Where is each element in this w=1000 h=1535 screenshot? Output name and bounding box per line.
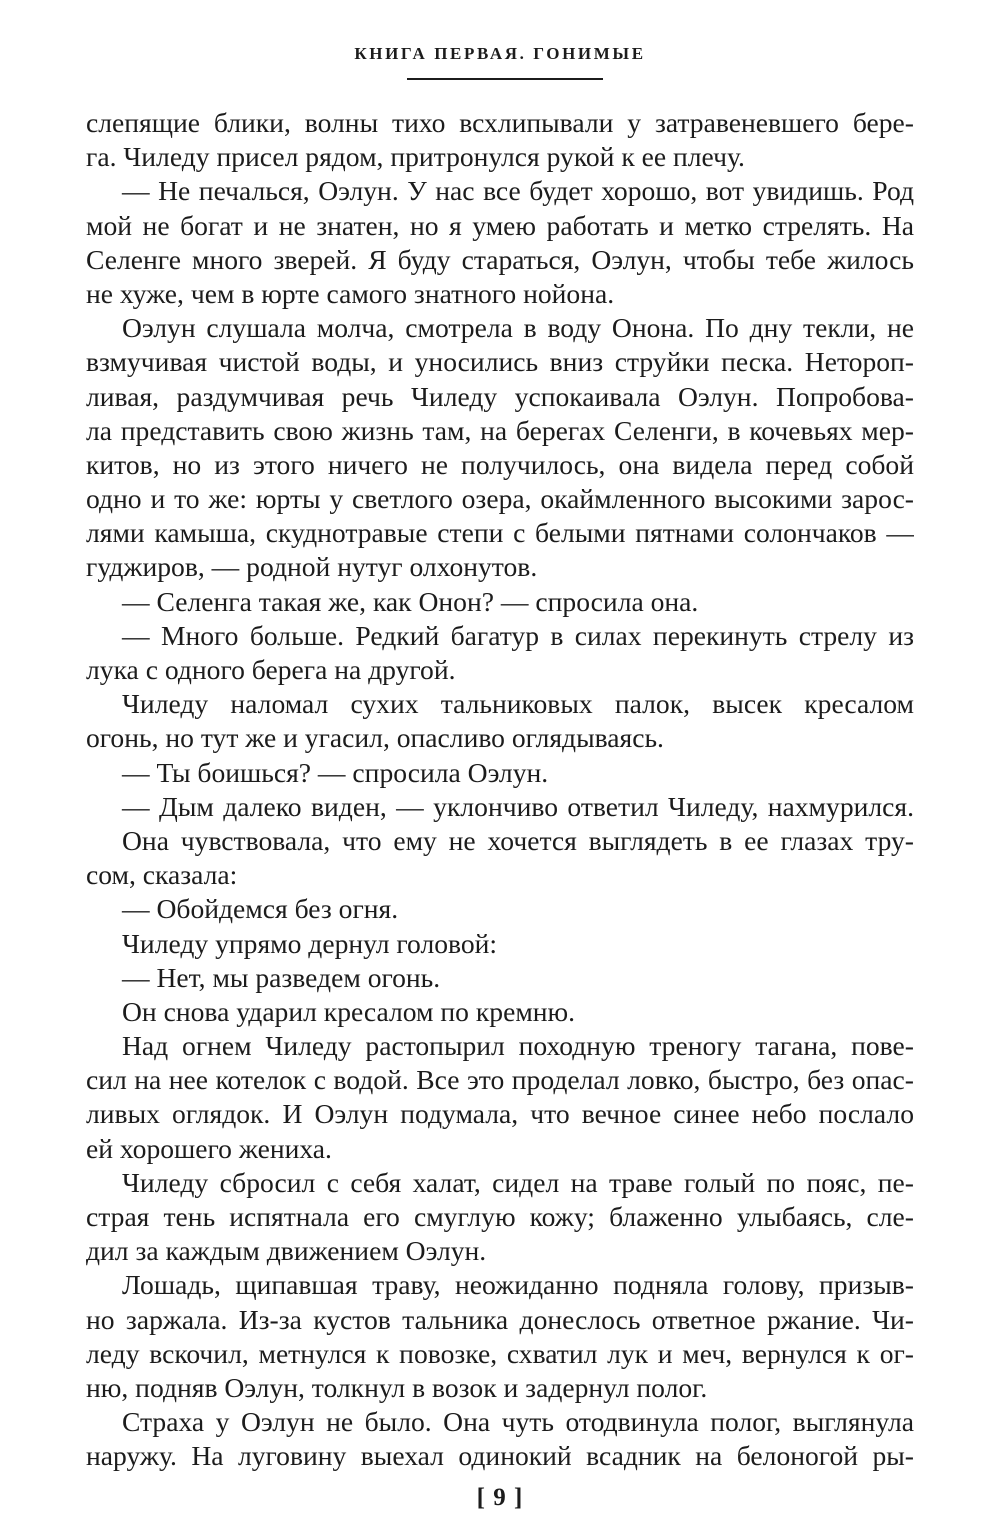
text-line: но заржала. Из-за кустов тальника донеслось ответное ржание. Чи- xyxy=(86,1303,914,1335)
text-line: ливых оглядок. И Оэлун подумала, что вечное синее небо послало xyxy=(86,1098,914,1130)
text-line: Чиледу наломал сухих тальниковых палок, высек кресалом xyxy=(122,688,914,720)
page-number: [ 9 ] xyxy=(476,1484,524,1511)
text-line: ла представить свою жизнь там, на берегах Селенги, в кочевьях мер- xyxy=(86,414,914,446)
text-line: не хуже, чем в юрте самого знатного нойона. xyxy=(86,277,615,309)
text-line: дил за каждым движением Оэлун. xyxy=(86,1235,487,1267)
text-line: слепящие блики, волны тихо всхлипывали у затравеневшего бере- xyxy=(86,107,914,138)
text-line: — Обойдемся без огня. xyxy=(122,893,399,925)
text-line: ню, подняв Оэлун, толкнул в возок и задернул полог. xyxy=(86,1371,708,1403)
running-head: КНИГА ПЕРВАЯ. ГОНИМЫЕ xyxy=(354,44,646,63)
text-line: наружу. На луговину выехал одинокий всадник на белоногой ры- xyxy=(86,1440,914,1472)
text-line: — Ты боишься? — спросила Оэлун. xyxy=(122,756,549,788)
text-line: Лошадь, щипавшая траву, неожиданно подняла голову, призыв- xyxy=(122,1269,914,1301)
text-line: лука с одного берега на другой. xyxy=(86,654,456,685)
text-line: леду вскочил, метнулся к повозке, схватил лук и меч, вернулся к ог- xyxy=(86,1337,914,1369)
text-line: сил на нее котелок с водой. Все это проделал ловко, быстро, без опас- xyxy=(86,1064,914,1096)
text-line: Он снова ударил кресалом по кремню. xyxy=(122,995,576,1027)
text-line: огонь, но тут же и угасил, опасливо оглядываясь. xyxy=(86,722,664,754)
text-line: — Много больше. Редкий багатур в силах перекинуть стрелу из xyxy=(122,619,914,651)
text-line: Чиледу упрямо дернул головой: xyxy=(122,927,498,959)
text-line: га. Чиледу присел рядом, притронулся рукой к ее плечу. xyxy=(86,141,745,173)
text-line: — Селенга такая же, как Онон? — спросила она. xyxy=(122,585,699,617)
text-line: одно и то же: юрты у светлого озера, окаймленного высокими зарос- xyxy=(86,483,914,515)
text-line: ей хорошего жениха. xyxy=(86,1132,332,1164)
text-line: Селенге много зверей. Я буду стараться, Оэлун, чтобы тебе жилось xyxy=(86,243,914,275)
text-line: Она чувствовала, что ему не хочется выглядеть в ее глазах тру- xyxy=(122,824,914,856)
text-line: страя тень испятнала его смуглую кожу; блаженно улыбаясь, сле- xyxy=(86,1201,914,1232)
text-line: лями камыша, скуднотравые степи с белыми пятнами солончаков — xyxy=(86,517,914,549)
text-line: ливая, раздумчивая речь Чиледу успокаивала Оэлун. Попробова- xyxy=(86,380,914,412)
text-line: сом, сказала: xyxy=(86,859,238,891)
text-line: Чиледу сбросил с себя халат, сидел на траве голый по пояс, пе- xyxy=(122,1166,914,1198)
header-rule xyxy=(407,78,603,80)
text-line: гуджиров, — родной нутуг олхонутов. xyxy=(86,551,538,583)
text-line: мой не богат и не знатен, но я умею работать и метко стрелять. На xyxy=(86,209,914,241)
text-line: Над огнем Чиледу растопырил походную треногу тагана, пове- xyxy=(122,1030,914,1062)
text-line: — Нет, мы разведем огонь. xyxy=(122,961,441,993)
text-line: китов, но из этого ничего не получилось, она видела перед собой xyxy=(86,448,914,480)
text-line: Страха у Оэлун не было. Она чуть отодвинула полог, выглянула xyxy=(122,1406,914,1438)
text-line: — Не печалься, Оэлун. У нас все будет хорошо, вот увидишь. Род xyxy=(122,175,914,207)
page-body xyxy=(86,106,914,1474)
text-line: — Дым далеко виден, — уклончиво ответил Чиледу, нахмурился. xyxy=(122,790,914,822)
text-line: взмучивая чистой воды, и уносились вниз струйки песка. Нетороп- xyxy=(86,346,914,378)
text-line: Оэлун слушала молча, смотрела в воду Онона. По дну текли, не xyxy=(122,312,914,344)
